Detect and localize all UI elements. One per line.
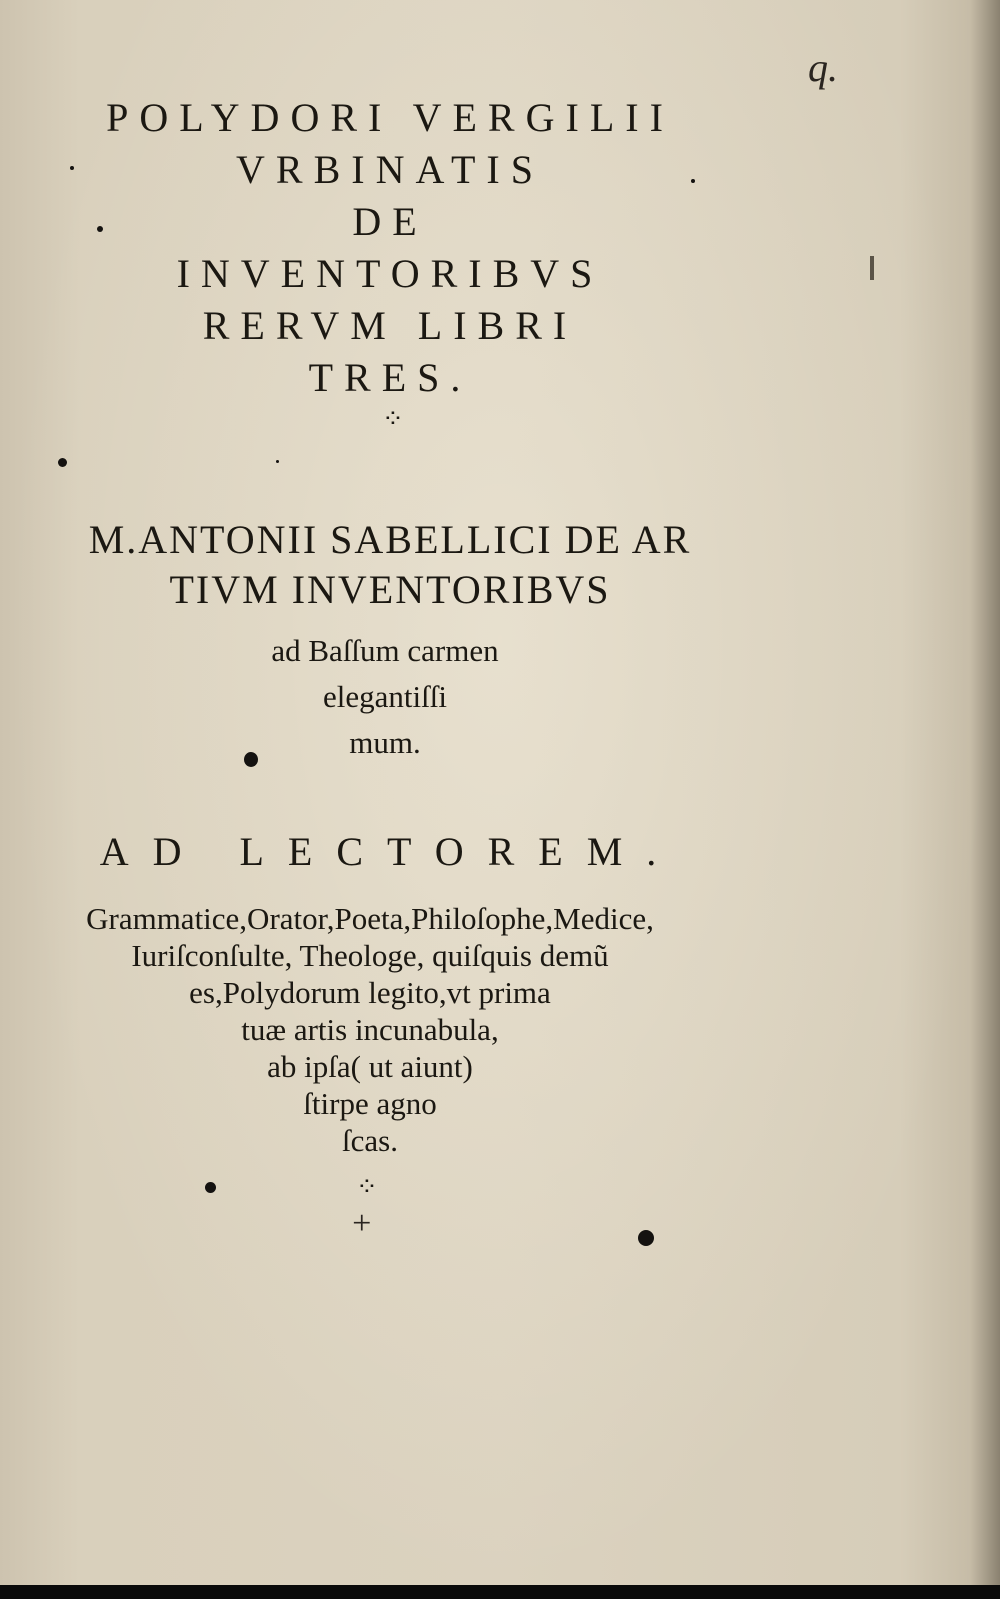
- sabellicus-line-3: ad Baſſum carmen: [271, 633, 499, 668]
- ink-speck: [70, 166, 74, 170]
- ad-lectorem-heading: AD LECTOREM.: [99, 829, 681, 874]
- sabellicus-line-2: TIVM INVENTORIBVS: [169, 567, 611, 612]
- lectorem-line-6: ſtirpe agno: [303, 1086, 437, 1121]
- printer-ornament-bottom: ⁘: [356, 1172, 379, 1202]
- lectorem-line-2: Iuriſconſulte, Theologe, quiſquis demũ: [131, 938, 609, 973]
- sabellicus-subtext: [35, 628, 735, 766]
- title-line-6: TRES.: [308, 355, 472, 400]
- ink-speck: [97, 226, 103, 232]
- title-line-2: VRBINATIS: [236, 147, 544, 192]
- title-line-3: DE: [352, 199, 428, 244]
- title-block: [40, 95, 740, 410]
- lectorem-line-4: tuæ artis incunabula,: [241, 1012, 499, 1047]
- ink-speck: [276, 460, 279, 463]
- sabellicus-line-4: elegantiſſi: [323, 679, 447, 714]
- ink-blot: [638, 1230, 654, 1246]
- ad-lectorem-body: [15, 900, 725, 1159]
- sabellicus-block: [40, 517, 740, 620]
- ink-speck: [691, 179, 695, 183]
- title-line-1: POLYDORI VERGILII: [106, 95, 674, 140]
- title-line-5: RERVM LIBRI: [202, 303, 578, 348]
- title-line-4: INVENTORIBVS: [176, 251, 604, 296]
- handwritten-mark: +: [350, 1205, 373, 1242]
- ink-blot: [244, 752, 258, 767]
- sabellicus-line-5: mum.: [349, 725, 421, 760]
- ink-speck: [58, 458, 67, 467]
- lectorem-line-3: es,Polydorum legito,vt prima: [189, 975, 551, 1010]
- lectorem-line-1: Grammatice,Orator,Poeta,Philoſophe,Medice,: [86, 901, 654, 936]
- ad-lectorem-heading-wrap: [40, 829, 740, 874]
- folio-mark: q.: [808, 45, 838, 90]
- lectorem-line-5: ab ipſa( ut aiunt): [267, 1049, 473, 1084]
- lectorem-line-7: ſcas.: [342, 1123, 398, 1158]
- sabellicus-line-1: M.ANTONII SABELLICI DE AR: [88, 517, 692, 562]
- margin-mark: [870, 256, 874, 280]
- ink-blot: [205, 1182, 216, 1193]
- printer-ornament-top: ⁘: [382, 404, 405, 434]
